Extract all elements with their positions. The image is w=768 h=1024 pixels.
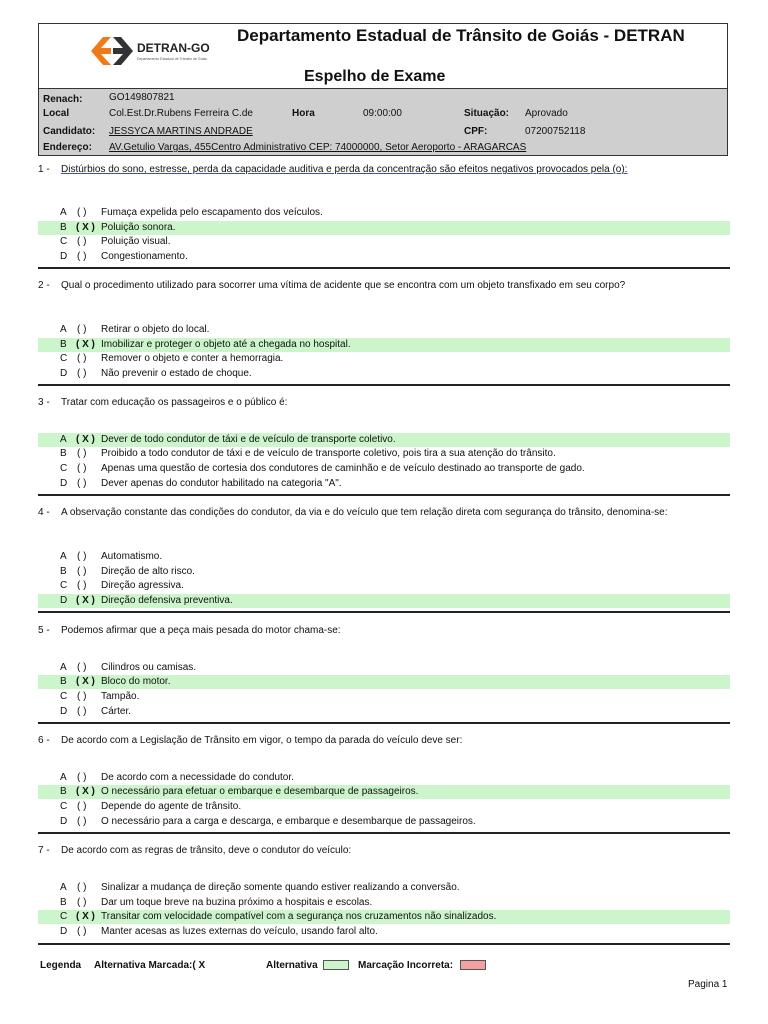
option-text: Direção defensiva preventiva. (101, 595, 233, 606)
option-text: Direção agressiva. (101, 580, 184, 591)
option-letter: B (60, 676, 67, 687)
option-letter: C (60, 691, 68, 702)
situacao-value: Aprovado (525, 108, 568, 119)
option-letter: D (60, 251, 68, 262)
question-text: Qual o procedimento utilizado para socorrer uma vítima de acidente que se encontra com um objeto transfixado em seu corpo? (61, 280, 626, 291)
option-a (38, 771, 730, 785)
option-text: Fumaça expelida pelo escapamento dos veículos. (101, 207, 323, 218)
option-text: Proibido a todo condutor de táxi e de veículo de transporte coletivo, pois tira a sua atenção do trânsito. (101, 448, 556, 459)
question-7 (38, 845, 730, 945)
option-letter: A (60, 207, 67, 218)
option-letter: A (60, 662, 67, 673)
option-mark: ( ) (77, 236, 87, 247)
option-text: Bloco do motor. (101, 676, 171, 687)
question-text: Distúrbios do sono, estresse, perda da capacidade auditiva e perda da concentração são efeitos negativos provocados pela (o): (61, 164, 628, 175)
option-mark: ( ) (77, 926, 87, 937)
hora-value: 09:00:00 (363, 108, 402, 119)
candidate-info-box (38, 89, 728, 156)
option-b-correct (38, 785, 730, 799)
option-letter: C (60, 801, 68, 812)
option-text: Transitar com velocidade compatível com a segurança nos cruzamentos não sinalizados. (101, 911, 497, 922)
option-text: Remover o objeto e conter a hemorragia. (101, 353, 284, 364)
option-text: Imobilizar e proteger o objeto até a chegada no hospital. (101, 339, 351, 350)
option-text: Dever de todo condutor de táxi e de veículo de transporte coletivo. (101, 434, 396, 445)
option-b (38, 565, 730, 579)
option-mark: ( X ) (76, 595, 95, 606)
option-letter: C (60, 580, 68, 591)
option-letter: D (60, 926, 68, 937)
question-separator (38, 267, 730, 269)
document-header (38, 23, 728, 89)
option-text: Sinalizar a mudança de direção somente quando estiver realizando a conversão. (101, 882, 460, 893)
option-letter: A (60, 551, 67, 562)
option-mark: ( X ) (76, 434, 95, 445)
option-letter: C (60, 911, 68, 922)
option-letter: A (60, 434, 67, 445)
option-mark: ( ) (77, 551, 87, 562)
option-mark: ( X ) (76, 786, 95, 797)
local-label: Local (43, 108, 70, 119)
option-text: Poluição visual. (101, 236, 171, 247)
question-number: 2 - (38, 280, 50, 291)
question-separator (38, 832, 730, 834)
option-a (38, 550, 730, 564)
option-mark: ( ) (77, 662, 87, 673)
legend-correct-label: Alternativa (266, 960, 318, 971)
option-letter: C (60, 463, 68, 474)
option-mark: ( ) (77, 251, 87, 262)
detran-arrows-icon (89, 33, 135, 69)
option-text: Congestionamento. (101, 251, 188, 262)
option-letter: B (60, 566, 67, 577)
question-separator (38, 384, 730, 386)
detran-logo (89, 33, 219, 69)
logo-subtitle: Departamento Estadual de Trânsito de Goiás (137, 57, 208, 61)
option-letter: C (60, 353, 68, 364)
option-letter: D (60, 816, 68, 827)
question-2 (38, 280, 730, 380)
question-5 (38, 625, 730, 725)
question-4 (38, 507, 730, 607)
option-text: Dar um toque breve na buzina próximo a hospitais e escolas. (101, 897, 373, 908)
document-title: Espelho de Exame (304, 68, 446, 85)
option-text: De acordo com a necessidade do condutor. (101, 772, 294, 783)
option-b-correct (38, 338, 730, 352)
option-mark: ( ) (77, 566, 87, 577)
renach-value: GO149807821 (109, 92, 175, 103)
option-mark: ( ) (77, 580, 87, 591)
option-c (38, 579, 730, 593)
situacao-label: Situação: (464, 108, 510, 119)
question-number: 1 - (38, 164, 50, 175)
option-letter: B (60, 897, 67, 908)
question-number: 6 - (38, 735, 50, 746)
legend-wrong-label: Marcação Incorreta: (358, 960, 454, 971)
option-b (38, 896, 730, 910)
option-a (38, 323, 730, 337)
option-mark: ( X ) (76, 222, 95, 233)
option-text: Depende do agente de trânsito. (101, 801, 242, 812)
option-d (38, 250, 730, 264)
option-text: Cárter. (101, 706, 132, 717)
question-number: 7 - (38, 845, 50, 856)
candidato-value: JESSYCA MARTINS ANDRADE (109, 126, 253, 137)
question-text: A observação constante das condições do condutor, da via e do veículo que tem relação direta com segurança do trânsito, denomina-se: (61, 507, 668, 518)
option-letter: B (60, 339, 67, 350)
option-mark: ( ) (77, 816, 87, 827)
option-letter: C (60, 236, 68, 247)
option-c (38, 352, 730, 366)
question-number: 3 - (38, 397, 50, 408)
option-letter: B (60, 786, 67, 797)
option-d (38, 705, 730, 719)
option-text: Cilindros ou camisas. (101, 662, 197, 673)
logo-text: DETRAN-GO (137, 41, 210, 55)
question-separator (38, 722, 730, 724)
option-b (38, 447, 730, 461)
question-text: De acordo com a Legislação de Trânsito em vigor, o tempo da parada do veículo deve ser: (61, 735, 463, 746)
option-a (38, 661, 730, 675)
option-text: Retirar o objeto do local. (101, 324, 210, 335)
option-d (38, 815, 730, 829)
endereco-label: Endereço: (43, 142, 92, 153)
option-c (38, 462, 730, 476)
option-a (38, 881, 730, 895)
endereco-value: AV.Getulio Vargas, 455Centro Administrativo CEP: 74000000, Setor Aeroporto - ARAGARCAS (109, 142, 527, 153)
option-mark: ( X ) (76, 339, 95, 350)
option-mark: ( ) (77, 207, 87, 218)
local-value: Col.Est.Dr.Rubens Ferreira C.de (109, 108, 253, 119)
cpf-value: 07200752118 (525, 126, 586, 137)
option-mark: ( ) (77, 897, 87, 908)
option-mark: ( ) (77, 882, 87, 893)
option-mark: ( ) (77, 772, 87, 783)
option-mark: ( ) (77, 368, 87, 379)
question-6 (38, 735, 730, 835)
option-b-correct (38, 675, 730, 689)
option-letter: B (60, 222, 67, 233)
question-3 (38, 397, 730, 497)
question-separator (38, 494, 730, 496)
option-d-correct (38, 594, 730, 608)
option-c (38, 235, 730, 249)
option-text: Dever apenas do condutor habilitado na categoria "A". (101, 478, 342, 489)
option-mark: ( ) (77, 478, 87, 489)
legend-correct-swatch (323, 960, 349, 970)
option-text: Manter acesas as luzes externas do veículo, usando farol alto. (101, 926, 378, 937)
option-a (38, 206, 730, 220)
option-mark: ( X ) (76, 911, 95, 922)
option-c-correct (38, 910, 730, 924)
option-mark: ( ) (77, 448, 87, 459)
option-letter: A (60, 324, 67, 335)
option-mark: ( ) (77, 706, 87, 717)
option-mark: ( X ) (76, 676, 95, 687)
option-d (38, 367, 730, 381)
hora-label: Hora (292, 108, 315, 119)
option-c (38, 800, 730, 814)
question-text: Tratar com educação os passageiros e o público é: (61, 397, 288, 408)
renach-label: Renach: (43, 94, 83, 105)
option-text: Poluição sonora. (101, 222, 176, 233)
legend (38, 956, 730, 976)
department-title: Departamento Estadual de Trânsito de Goiás - DETRAN (237, 26, 685, 45)
option-text: Automatismo. (101, 551, 163, 562)
cpf-label: CPF: (464, 126, 488, 137)
legend-wrong-swatch (460, 960, 486, 970)
option-text: O necessário para a carga e descarga, e embarque e desembarque de passageiros. (101, 816, 476, 827)
legend-marked: Alternativa Marcada:( X (94, 960, 206, 971)
option-a-correct (38, 433, 730, 447)
option-text: Não prevenir o estado de choque. (101, 368, 252, 379)
question-text: Podemos afirmar que a peça mais pesada do motor chama-se: (61, 625, 341, 636)
option-letter: D (60, 706, 68, 717)
option-b-correct (38, 221, 730, 235)
option-letter: A (60, 882, 67, 893)
option-c (38, 690, 730, 704)
option-letter: D (60, 478, 68, 489)
candidato-label: Candidato: (43, 126, 96, 137)
question-1 (38, 164, 730, 264)
legend-title: Legenda (40, 960, 82, 971)
option-mark: ( ) (77, 801, 87, 812)
option-text: O necessário para efetuar o embarque e desembarque de passageiros. (101, 786, 419, 797)
option-letter: D (60, 368, 68, 379)
option-letter: D (60, 595, 68, 606)
option-d (38, 477, 730, 491)
option-letter: B (60, 448, 67, 459)
option-letter: A (60, 772, 67, 783)
question-number: 4 - (38, 507, 50, 518)
option-mark: ( ) (77, 463, 87, 474)
question-text: De acordo com as regras de trânsito, deve o condutor do veículo: (61, 845, 352, 856)
option-d (38, 925, 730, 939)
question-separator (38, 611, 730, 613)
option-mark: ( ) (77, 691, 87, 702)
option-text: Direção de alto risco. (101, 566, 195, 577)
option-mark: ( ) (77, 324, 87, 335)
question-separator (38, 943, 730, 945)
option-text: Tampão. (101, 691, 140, 702)
option-mark: ( ) (77, 353, 87, 364)
option-text: Apenas uma questão de cortesia dos condutores de caminhão e de veículo destinado ao transporte de gado. (101, 463, 585, 474)
page-number: Pagina 1 (688, 979, 728, 990)
question-number: 5 - (38, 625, 50, 636)
